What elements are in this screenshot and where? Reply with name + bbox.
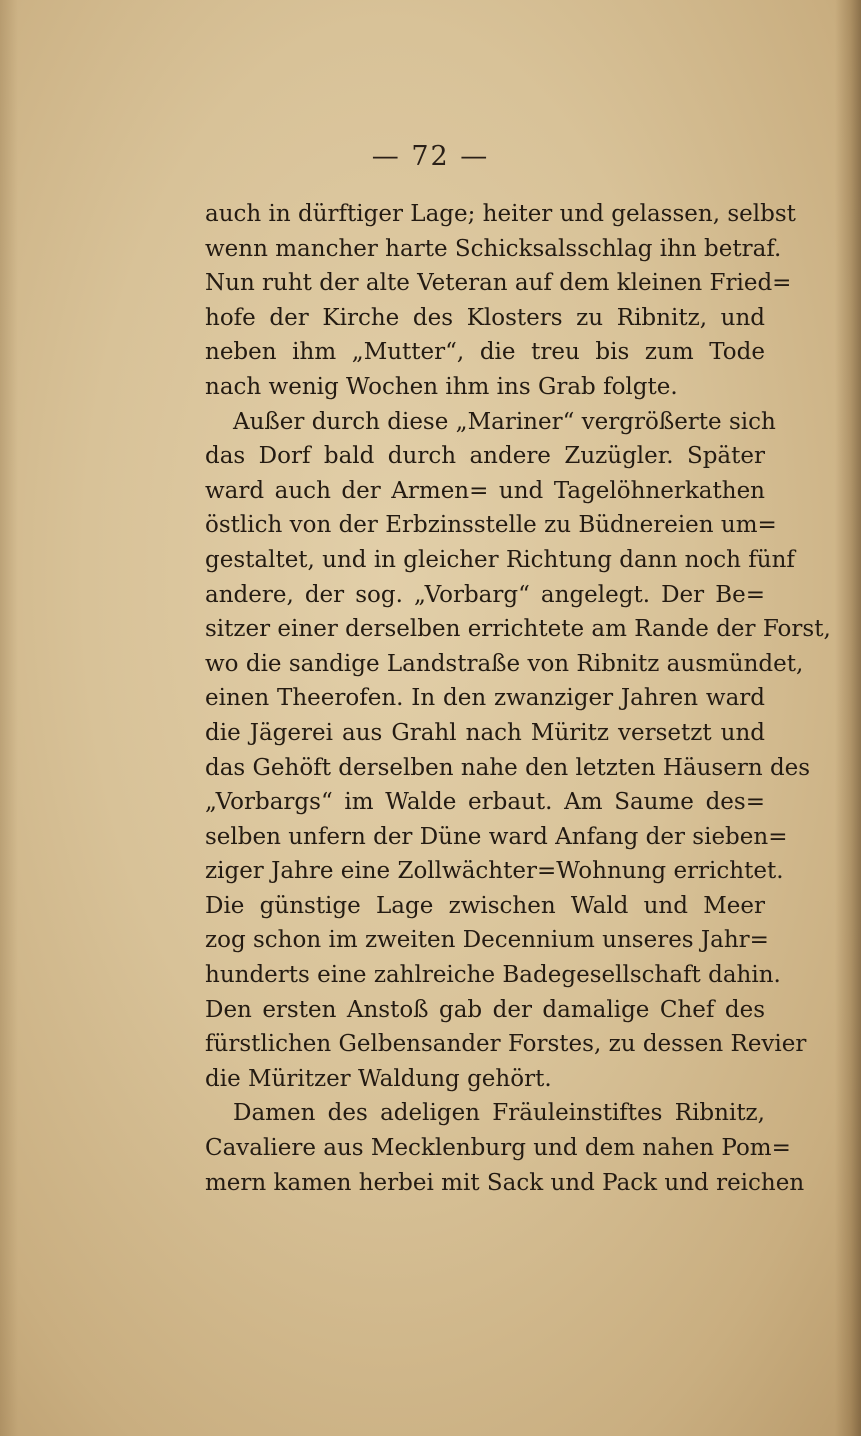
text-line: einen Theerofen. In den zwanziger Jahren ward bbox=[205, 685, 765, 712]
text-line: sitzer einer derselben errichtete am Rande der Forst, bbox=[205, 616, 831, 643]
text-line: nach wenig Wochen ihm ins Grab folgte. bbox=[205, 373, 678, 400]
text-line: andere, der sog. „Vorbarg“ angelegt. Der Be= bbox=[205, 581, 765, 608]
text-line: wenn mancher harte Schicksalsschlag ihn betraf. bbox=[205, 235, 782, 262]
page-number: — 72 — bbox=[371, 141, 490, 172]
text-line: Damen des adeligen Fräuleinstiftes Ribnitz, bbox=[233, 1100, 765, 1127]
text-line: östlich von der Erbzinsstelle zu Büdnereien um= bbox=[205, 512, 777, 539]
text-line: „Vorbargs“ im Walde erbaut. Am Saume des= bbox=[205, 789, 765, 816]
text-line: Cavaliere aus Mecklenburg und dem nahen Pom= bbox=[205, 1135, 791, 1162]
text-line: neben ihm „Mutter“, die treu bis zum Tode bbox=[205, 339, 765, 366]
text-line: das Gehöft derselben nahe den letzten Häusern des bbox=[205, 754, 811, 781]
text-line: Nun ruht der alte Veteran auf dem kleinen Fried= bbox=[205, 270, 792, 297]
text-line: das Dorf bald durch andere Zuzügler. Später bbox=[205, 443, 765, 470]
text-line: zog schon im zweiten Decennium unseres Jahr= bbox=[205, 927, 769, 954]
body-text bbox=[205, 197, 831, 1200]
text-line: mern kamen herbei mit Sack und Pack und reichen bbox=[205, 1169, 805, 1196]
text-line: hunderts eine zahlreiche Badegesellschaft dahin. bbox=[205, 962, 781, 989]
page-edge-shadow bbox=[835, 0, 861, 1436]
text-line: selben unfern der Düne ward Anfang der sieben= bbox=[205, 823, 788, 850]
text-line: gestaltet, und in gleicher Richtung dann noch fünf bbox=[205, 546, 795, 573]
text-line: hofe der Kirche des Klosters zu Ribnitz, und bbox=[205, 304, 765, 331]
page-gutter-shadow bbox=[0, 0, 18, 1436]
text-line: wo die sandige Landstraße von Ribnitz ausmündet, bbox=[205, 650, 804, 677]
text-line: auch in dürftiger Lage; heiter und gelassen, selbst bbox=[205, 201, 796, 227]
text-line: die Müritzer Waldung gehört. bbox=[205, 1065, 552, 1092]
text-line: ziger Jahre eine Zollwächter=Wohnung errichtet. bbox=[205, 858, 784, 885]
text-line: ward auch der Armen= und Tagelöhnerkathen bbox=[205, 477, 765, 504]
text-line: fürstlichen Gelbensander Forstes, zu dessen Revier bbox=[205, 1031, 807, 1058]
text-line: Außer durch diese „Mariner“ vergrößerte sich bbox=[233, 408, 776, 435]
text-line: Die günstige Lage zwischen Wald und Meer bbox=[205, 892, 765, 919]
text-line: Den ersten Anstoß gab der damalige Chef des bbox=[205, 996, 765, 1023]
text-line: die Jägerei aus Grahl nach Müritz versetzt und bbox=[205, 719, 765, 746]
